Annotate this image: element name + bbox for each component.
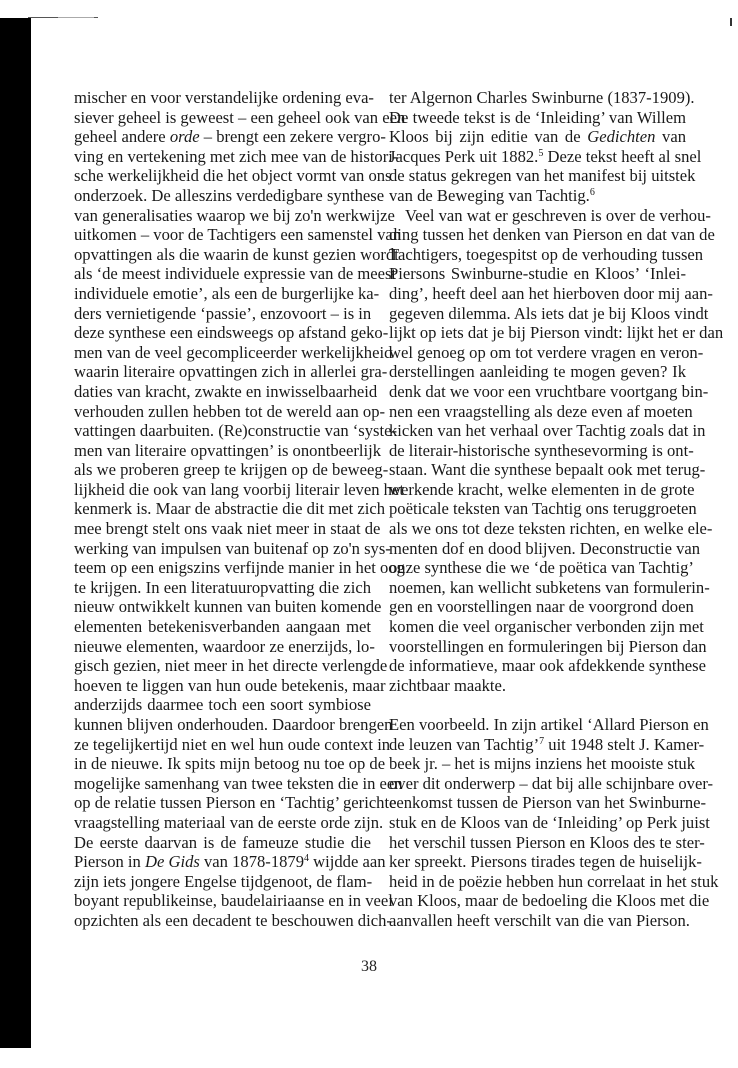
page-number: 38 <box>361 958 377 975</box>
text-line: de leuzen van Tachtig’$^7$ uit 1948 stelt J. Kamer- <box>389 734 705 754</box>
text-line: van de Beweging van Tachtig.$^6$ <box>389 185 595 205</box>
text-line: men van de veel gecompliceerder werkelijkheid <box>74 342 393 362</box>
text-line: Piersons Swinburne-studie en Kloos’ ‘Inlei- <box>389 264 686 284</box>
text-line: elementen betekenisverbanden aangaan met <box>74 617 371 637</box>
text-line: ker spreekt. Piersons tirades tegen de huiselijk- <box>389 852 702 872</box>
text-line: denk dat we voor een vruchtbare voortgang bin- <box>389 381 709 401</box>
text-line: gen en voorstellingen naar de voorgrond doen <box>389 597 694 617</box>
text-line: komen die veel organischer verbonden zijn met <box>389 617 704 637</box>
italic-title: Gedichten <box>587 127 656 147</box>
text-line: Veel van wat er geschreven is over de verhou- <box>405 205 711 225</box>
text-line: noemen, kan wellicht subketens van formulerin- <box>389 577 710 597</box>
text-line: van Kloos, maar de bedoeling die Kloos met die <box>389 891 710 911</box>
text-line: De eerste daarvan is de fameuze studie die <box>74 832 371 852</box>
right-paragraph <box>389 715 719 931</box>
text-line: werkende kracht, welke elementen in de grote <box>389 479 695 499</box>
right-column <box>389 88 724 931</box>
text-line: Pierson in De Gids van 1878-1879$^4$ wijdde aan <box>74 852 386 872</box>
scan-binding-edge <box>0 18 31 1048</box>
text-line: siever geheel is geweest – een geheel ook van een <box>74 107 406 127</box>
text-line: heid in de poëzie hebben hun correlaat in het stuk <box>389 871 719 891</box>
text-line: eenkomst tussen de Pierson van het Swinburne- <box>389 793 707 813</box>
text-line: lijkt op iets dat je bij Pierson vindt: lijkt het er dan <box>389 323 724 343</box>
italic-title: De Gids <box>145 852 200 872</box>
text-line: stuk en de Kloos van de ‘Inleiding’ op Perk juist <box>389 812 710 832</box>
text-line: te krijgen. In een literatuuropvatting die zich <box>74 577 371 597</box>
text-line: teem op een enigszins verfijnde manier in het oog <box>74 558 405 578</box>
text-line: Kloos bij zijn editie van de Gedichten van <box>389 127 686 147</box>
text-line: onze synthese die we ‘de poëtica van Tachtig’ <box>389 558 694 578</box>
text-line: als we ons tot deze teksten richten, en welke ele- <box>389 519 713 539</box>
text-line: kunnen blijven onderhouden. Daardoor brengen <box>74 715 393 734</box>
text-line: onderzoek. De alleszins verdedigbare synthese <box>74 185 385 205</box>
left-paragraph <box>74 88 406 931</box>
text-line: De tweede tekst is de ‘Inleiding’ van Willem <box>389 107 686 127</box>
text-line: Jacques Perk uit 1882.$^5$ Deze tekst heeft al snel <box>389 146 702 166</box>
text-line: voorstellingen en formuleringen bij Pierson dan <box>389 636 707 656</box>
italic-title: orde <box>169 127 200 147</box>
text-line: nen een vraagstelling als deze even af moeten <box>389 401 693 421</box>
text-line: in de nieuwe. Ik spits mijn betoog nu toe op de <box>74 754 386 774</box>
text-line: op de relatie tussen Pierson en ‘Tachtig’ gerichte <box>74 793 397 813</box>
text-line: boyant republikeinse, baudelairiaanse en in veel <box>74 891 393 911</box>
text-line: Tachtigers, toegespitst op de verhouding tussen <box>389 244 704 264</box>
text-line: als we proberen greep te krijgen op de beweeg- <box>74 460 389 480</box>
footnote-marker[interactable]: 6 <box>589 186 595 198</box>
text-line: werking van impulsen van buitenaf op zo'n sys- <box>74 538 391 558</box>
right-paragraph <box>389 205 724 696</box>
scan-top-edge-fade <box>58 17 94 18</box>
text-line: zijn iets jongere Engelse tijdgenoot, de flam- <box>74 871 373 891</box>
text-line: sche werkelijkheid die het object vormt van ons <box>74 166 392 186</box>
text-line: de informatieve, maar ook afdekkende synthese <box>389 656 706 676</box>
footnote-marker[interactable]: 5 <box>538 147 544 159</box>
text-line: daties van kracht, zwakte en inwisselbaarheid <box>74 381 378 401</box>
text-line: anderzijds daarmee toch een soort symbiose <box>74 695 371 715</box>
scan-corner-mark <box>730 18 732 26</box>
text-line: ders vernietigende ‘passie’, enzovoort – is in <box>74 303 372 323</box>
text-line: hoeven te liggen van hun oude betekenis, maar <box>74 675 386 695</box>
text-line: staan. Want die synthese bepaalt ook met terug- <box>389 460 706 480</box>
text-line: derstellingen aanleiding te mogen geven? Ik <box>389 362 686 382</box>
text-line: aanvallen heeft verschilt van die van Pierson. <box>389 910 690 930</box>
text-line: ter Algernon Charles Swinburne (1837-1909). <box>389 88 695 107</box>
text-line: opzichten als een decadent te beschouwen dich- <box>74 910 392 930</box>
text-line: beek jr. – het is mijns inziens het mooiste stuk <box>389 754 696 774</box>
footnote-marker[interactable]: 7 <box>539 735 545 747</box>
text-line: waarin literaire opvattingen zich in allerlei gra- <box>74 362 388 382</box>
text-line: opvattingen als die waarin de kunst gezien wordt <box>74 244 399 264</box>
text-line: individuele emotie’, als een de burgerlijke ka- <box>74 283 380 303</box>
text-line: van generalisaties waarop we bij zo'n werkwijze <box>74 205 395 225</box>
text-line: als ‘de meest individuele expressie van de meest <box>74 264 397 284</box>
text-line: men van literaire opvattingen’ is onontbeerlijk <box>74 440 382 460</box>
text-line: gegeven dilemma. Als iets dat je bij Kloos vindt <box>389 303 709 323</box>
text-line: kicken van het verhaal over Tachtig zoals dat in <box>389 421 706 441</box>
footnote-marker[interactable]: 4 <box>304 853 310 865</box>
text-line: ding tussen het denken van Pierson en dat van de <box>389 225 715 245</box>
text-line: zichtbaar maakte. <box>389 675 507 695</box>
text-line: poëticale teksten van Tachtig ons teruggroeten <box>389 499 697 519</box>
left-column <box>74 88 406 931</box>
text-line: de status gekregen van het manifest bij uitstek <box>389 166 696 186</box>
text-line: geheel andere orde – brengt een zekere vergro- <box>74 127 386 147</box>
text-line: de literair-historische synthesevorming is ont- <box>389 440 694 460</box>
text-line: Een voorbeeld. In zijn artikel ‘Allard Pierson en <box>389 715 709 734</box>
right-paragraph <box>389 88 702 206</box>
text-line: verhouden zullen hebben tot de wereld aan op- <box>74 401 386 421</box>
text-line: deze synthese een eindsweegs op afstand geko- <box>74 323 389 343</box>
text-line: gisch gezien, niet meer in het directe verlengde <box>74 656 388 676</box>
text-line: uitkomen – voor de Tachtigers een samenstel van <box>74 225 402 245</box>
text-line: mee brengt stelt ons vaak niet meer in staat de <box>74 519 381 539</box>
text-line: over dit onderwerp – dat bij alle schijnbare over- <box>389 773 714 793</box>
text-line: vattingen daarbuiten. (Re)constructie van ‘syste- <box>74 421 398 441</box>
text-line: mogelijke samenhang van twee teksten die in een <box>74 773 403 793</box>
text-line: lijkheid die ook van lang voorbij literair leven het <box>74 479 404 499</box>
text-line: nieuwe elementen, waardoor ze enerzijds, lo- <box>74 636 375 656</box>
text-line: het verschil tussen Pierson en Kloos des te ster- <box>389 832 705 852</box>
text-line: kenmerk is. Maar de abstractie die dit met zich <box>74 499 386 519</box>
text-line: menten dof en dood blijven. Deconstructie van <box>389 538 701 558</box>
text-line: mischer en voor verstandelijke ordening eva- <box>74 88 374 107</box>
text-line: ving en vertekening met zich mee van de histori- <box>74 146 399 166</box>
text-line: vraagstelling materiaal van de eerste orde zijn. <box>74 812 384 832</box>
text-line: wel genoeg op om tot verdere vragen en veron- <box>389 342 704 362</box>
text-line: ding’, heeft deel aan het hierboven door mij aan- <box>389 283 713 303</box>
text-line: ze tegelijkertijd niet en wel hun oude context in <box>74 734 391 754</box>
text-line: nieuw ontwikkelt kunnen van buiten komende <box>74 597 382 617</box>
